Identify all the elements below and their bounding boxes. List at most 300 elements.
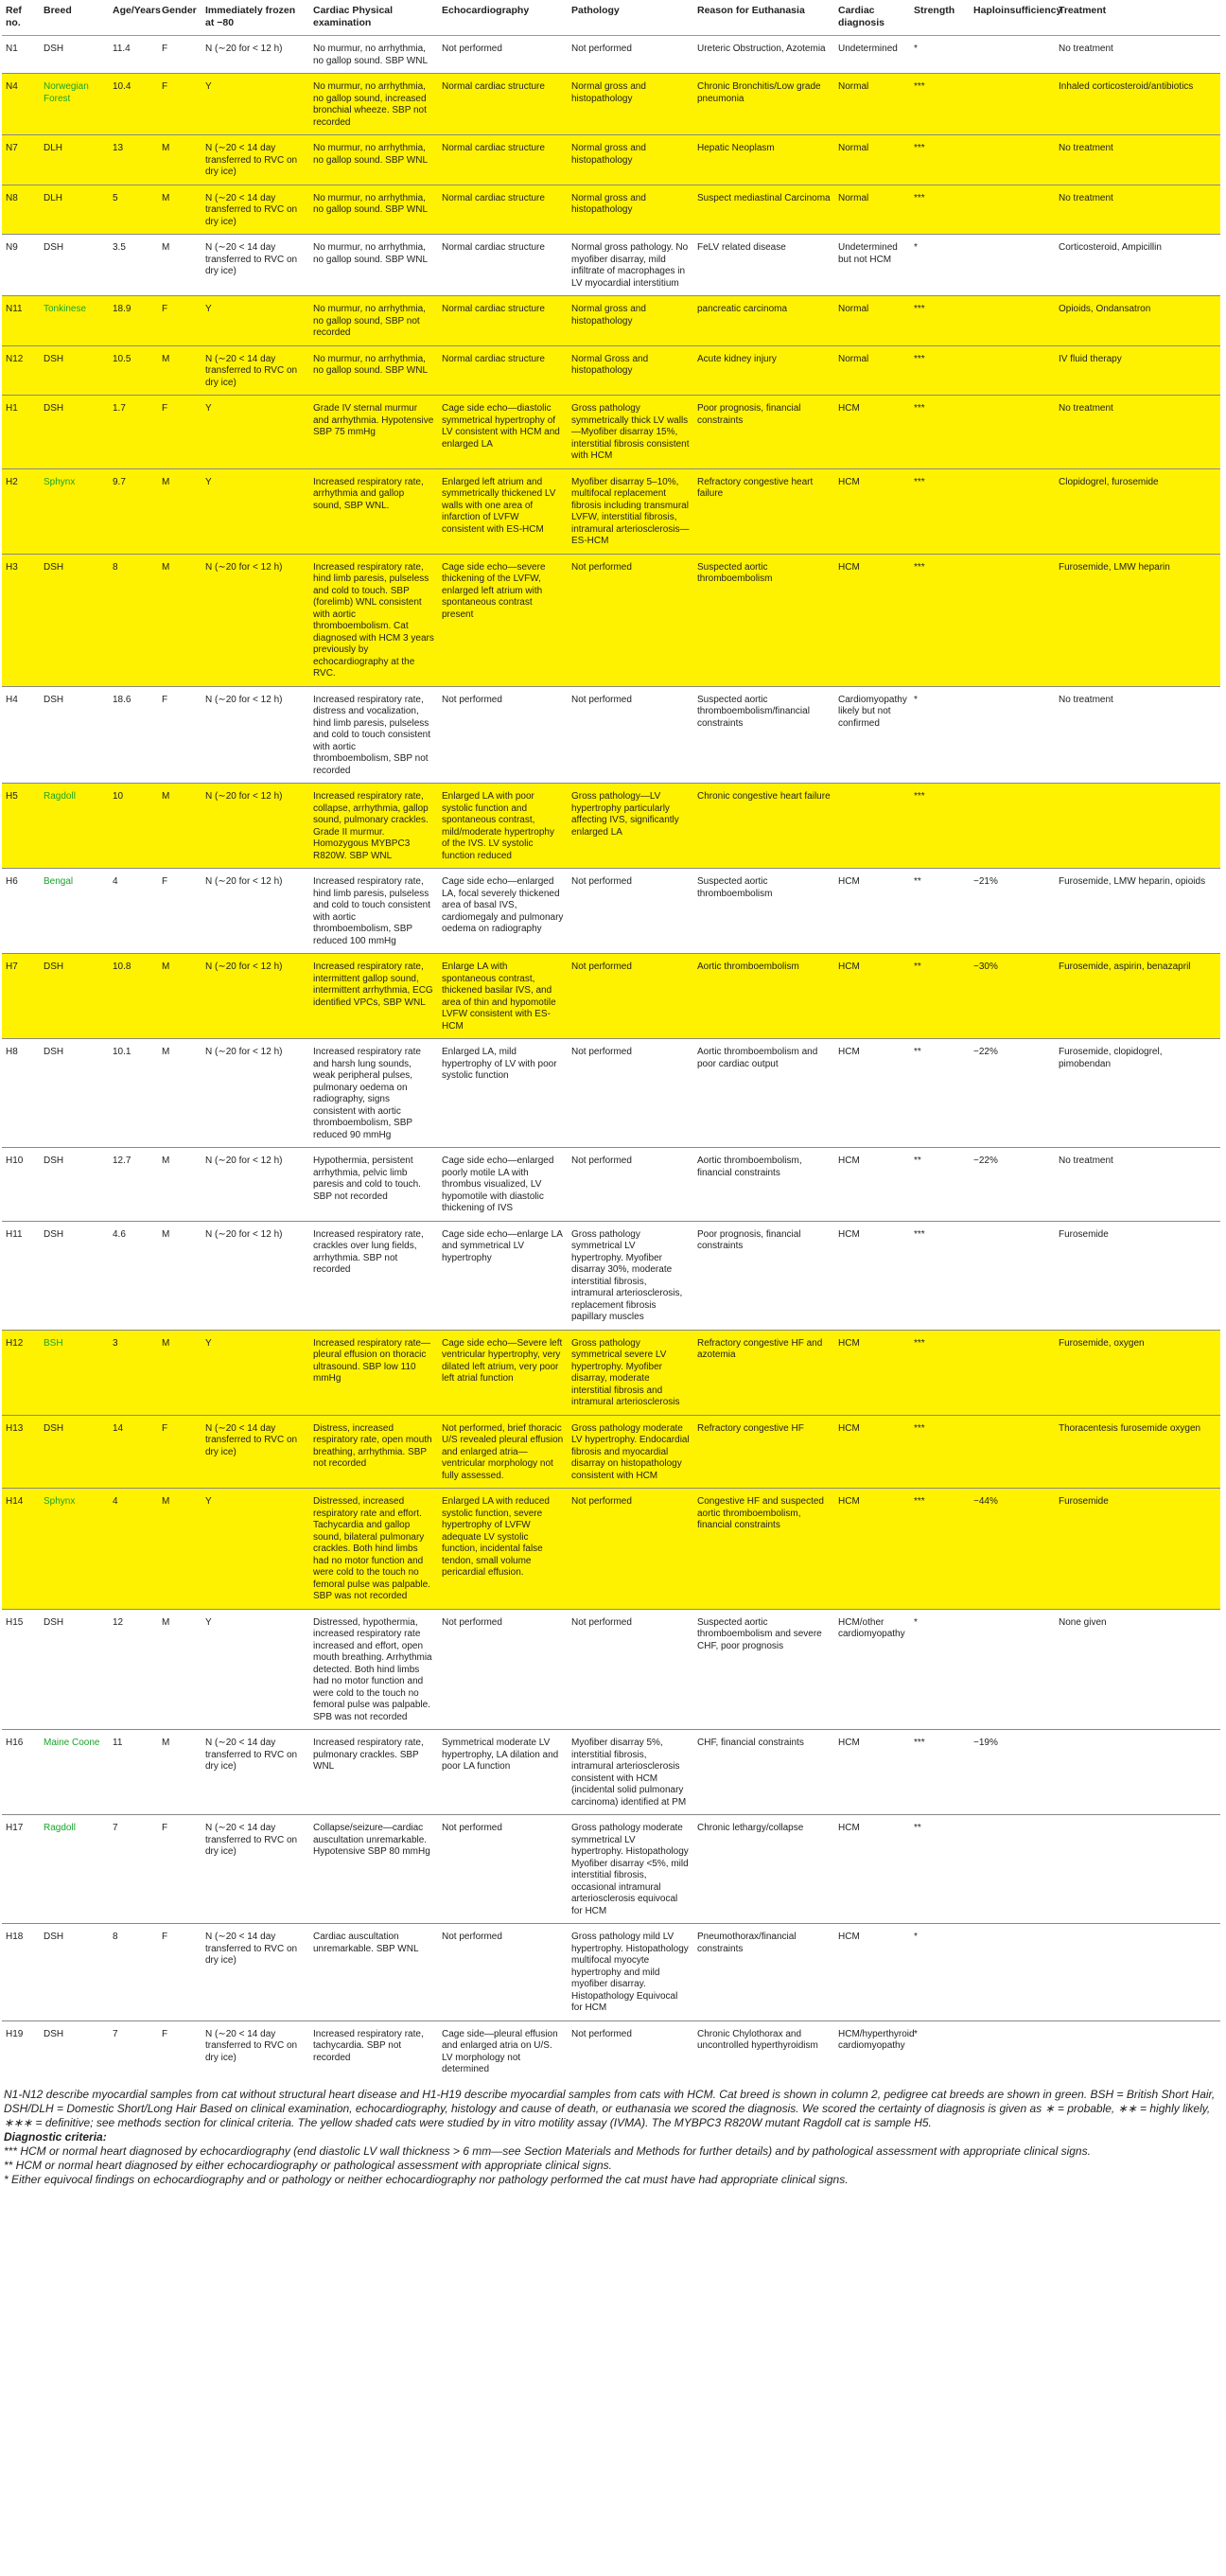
cell-frozen: N (∼20 < 14 day transferred to RVC on dry ice): [201, 1924, 309, 2021]
cell-exam: Grade IV sternal murmur and arrhythmia. Hypotensive SBP 75 mmHg: [309, 396, 438, 469]
table-row: [2, 2020, 1220, 2082]
cell-ref: H7: [2, 954, 40, 1039]
cell-strength: **: [910, 1148, 970, 1222]
cell-reason: Aortic thromboembolism, financial constraints: [693, 1148, 834, 1222]
cell-breed: DSH: [40, 1609, 109, 1730]
cell-diagnosis: HCM: [834, 1330, 910, 1415]
cell-strength: ***: [910, 185, 970, 235]
table-row: [2, 396, 1220, 469]
table-row: [2, 36, 1220, 74]
cell-breed: Sphynx: [40, 1489, 109, 1610]
cell-haplo: [970, 784, 1055, 869]
cell-reason: Chronic Bronchitis/Low grade pneumonia: [693, 74, 834, 135]
cell-reason: FeLV related disease: [693, 235, 834, 296]
cell-exam: Increased respiratory rate, distress and vocalization, hind limb paresis, pulseless and cold to touch consistent with aortic thromboembolism, SBP not recorded: [309, 686, 438, 784]
cell-diagnosis: HCM/hyperthyroid cardiomyopathy: [834, 2020, 910, 2082]
cell-strength: ***: [910, 1489, 970, 1610]
cell-echo: Not performed: [438, 686, 568, 784]
cell-strength: ***: [910, 296, 970, 346]
cell-diagnosis: [834, 784, 910, 869]
cell-pathology: Not performed: [568, 1609, 693, 1730]
cell-exam: Increased respiratory rate, arrhythmia and gallop sound, SBP WNL.: [309, 468, 438, 554]
cell-gender: M: [158, 1148, 201, 1222]
cell-age: 14: [109, 1415, 158, 1489]
cell-treatment: Opioids, Ondansatron: [1055, 296, 1220, 346]
cell-reason: Pneumothorax/financial constraints: [693, 1924, 834, 2021]
cell-haplo: [970, 468, 1055, 554]
cell-exam: Increased respiratory rate and harsh lung sounds, weak peripheral pulses, pulmonary oedema on radiography, signs consistent with aortic thromboembolism, SBP reduced 90 mmHg: [309, 1039, 438, 1148]
cell-breed: Sphynx: [40, 468, 109, 554]
cell-diagnosis: Normal: [834, 135, 910, 185]
cell-breed: DSH: [40, 686, 109, 784]
footnote-intro: N1-N12 describe myocardial samples from cat without structural heart disease and H1-H19 describe myocardial samples from cats with HCM. Cat breed is shown in column 2, pedigree cat breeds are shown in green. BSH = British Short Hair, DSH/DLH = Domestic Short/Long Hair Based on clinical examination, echocardiography, histology and cause of death, or euthanasia we scored the diagnosis. We scored the certainty of diagnosis is given as ∗ = probable, ∗∗ = highly likely, ∗∗∗ = definitive; see methods section for clinical criteria. The yellow shaded cats were studied by in vitro motility assay (IVMA). The MYBPC3 R820W mutant Ragdoll cat is sample H5.: [4, 2087, 1216, 2129]
cell-pathology: Gross pathology symmetrically thick LV walls—Myofiber disarray 15%, interstitial fibrosis consistent with HCM: [568, 396, 693, 469]
cell-treatment: Furosemide: [1055, 1221, 1220, 1330]
cell-haplo: [970, 554, 1055, 686]
cell-echo: Cage side—pleural effusion and enlarged atria on U/S. LV morphology not determined: [438, 2020, 568, 2082]
cell-pathology: Gross pathology symmetrical LV hypertrophy. Myofiber disarray 30%, moderate interstitial fibrosis, intramural arteriosclerosis, replacement fibrosis papillary muscles: [568, 1221, 693, 1330]
cell-treatment: Furosemide, LMW heparin: [1055, 554, 1220, 686]
cell-strength: *: [910, 2020, 970, 2082]
cell-strength: **: [910, 954, 970, 1039]
header-diagnosis: Cardiac diagnosis: [834, 0, 910, 36]
table-row: [2, 468, 1220, 554]
cell-echo: Enlarge LA with spontaneous contrast, thickened basilar IVS, and area of thin and hypomotile LVFW consistent with ES-HCM: [438, 954, 568, 1039]
cell-reason: Poor prognosis, financial constraints: [693, 1221, 834, 1330]
cell-frozen: N (∼20 for < 12 h): [201, 784, 309, 869]
cell-breed: Tonkinese: [40, 296, 109, 346]
table-row: [2, 1815, 1220, 1924]
cell-pathology: Not performed: [568, 1489, 693, 1610]
cell-exam: No murmur, no arrhythmia, no gallop sound. SBP WNL: [309, 345, 438, 396]
cell-treatment: No treatment: [1055, 185, 1220, 235]
header-haplo: Haploinsufficiency: [970, 0, 1055, 36]
cell-ref: H16: [2, 1730, 40, 1815]
cell-frozen: Y: [201, 1330, 309, 1415]
cell-exam: Increased respiratory rate, collapse, arrhythmia, gallop sound, pulmonary crackles. Grade II murmur. Homozygous MYBPC3 R820W. SBP WNL: [309, 784, 438, 869]
cell-age: 10.1: [109, 1039, 158, 1148]
cell-exam: Hypothermia, persistent arrhythmia, pelvic limb paresis and cold to touch. SBP not recorded: [309, 1148, 438, 1222]
cell-age: 10.5: [109, 345, 158, 396]
table-row: [2, 554, 1220, 686]
criteria-probable: * Either equivocal findings on echocardiography and or pathology or neither echocardiography nor pathology performed the cat must have had appropriate clinical signs.: [4, 2172, 849, 2186]
cell-haplo: [970, 1221, 1055, 1330]
cell-exam: Distress, increased respiratory rate, open mouth breathing, arrhythmia. SBP not recorded: [309, 1415, 438, 1489]
cell-breed: DSH: [40, 36, 109, 74]
cell-age: 4: [109, 869, 158, 954]
cell-echo: Not performed, brief thoracic U/S revealed pleural effusion and enlarged atria—ventricular morphology not fully assessed.: [438, 1415, 568, 1489]
table-row: [2, 345, 1220, 396]
cell-gender: M: [158, 1609, 201, 1730]
header-row: [2, 0, 1220, 36]
cell-age: 3.5: [109, 235, 158, 296]
cell-reason: Refractory congestive HF and azotemia: [693, 1330, 834, 1415]
cell-age: 5: [109, 185, 158, 235]
cell-echo: Enlarged left atrium and symmetrically thickened LV walls with one area of infarction of LVFW consistent with ES-HCM: [438, 468, 568, 554]
cell-treatment: No treatment: [1055, 36, 1220, 74]
table-row: [2, 1924, 1220, 2021]
cell-age: 11.4: [109, 36, 158, 74]
cell-ref: N11: [2, 296, 40, 346]
cell-treatment: [1055, 1815, 1220, 1924]
cell-diagnosis: Undetermined but not HCM: [834, 235, 910, 296]
cell-frozen: N (∼20 < 14 day transferred to RVC on dry ice): [201, 1815, 309, 1924]
cell-strength: ***: [910, 554, 970, 686]
cell-age: 1.7: [109, 396, 158, 469]
table-row: [2, 1489, 1220, 1610]
cell-echo: Cage side echo—enlarged poorly motile LA with thrombus visualized, LV hypomotile with diastolic thickening of IVS: [438, 1148, 568, 1222]
cell-ref: H19: [2, 2020, 40, 2082]
cell-ref: N8: [2, 185, 40, 235]
cell-gender: F: [158, 74, 201, 135]
cell-ref: N9: [2, 235, 40, 296]
cell-haplo: [970, 396, 1055, 469]
cell-echo: Enlarged LA, mild hypertrophy of LV with poor systolic function: [438, 1039, 568, 1148]
cell-haplo: [970, 2020, 1055, 2082]
table-row: [2, 1609, 1220, 1730]
cell-strength: ***: [910, 1415, 970, 1489]
cell-exam: Increased respiratory rate, hind limb paresis, pulseless and cold to touch. SBP (forelimb) WNL consistent with aortic thromboembolism. Cat diagnosed with HCM 3 years previously by echocardiography at the RVC.: [309, 554, 438, 686]
cell-age: 18.6: [109, 686, 158, 784]
cell-strength: *: [910, 1924, 970, 2021]
cell-gender: M: [158, 784, 201, 869]
cell-pathology: Normal gross pathology. No myofiber disarray, mild infiltrate of macrophages in LV myocardial interstitium: [568, 235, 693, 296]
cell-reason: Poor prognosis, financial constraints: [693, 396, 834, 469]
cell-ref: H8: [2, 1039, 40, 1148]
cell-diagnosis: HCM: [834, 1148, 910, 1222]
cell-diagnosis: Normal: [834, 74, 910, 135]
cell-frozen: N (∼20 < 14 day transferred to RVC on dry ice): [201, 235, 309, 296]
cell-diagnosis: Normal: [834, 345, 910, 396]
cell-gender: M: [158, 468, 201, 554]
cell-breed: Norwegian Forest: [40, 74, 109, 135]
cell-strength: ***: [910, 345, 970, 396]
cell-gender: M: [158, 554, 201, 686]
cell-haplo: −21%: [970, 869, 1055, 954]
cell-breed: Ragdoll: [40, 1815, 109, 1924]
cell-haplo: [970, 296, 1055, 346]
cell-reason: Ureteric Obstruction, Azotemia: [693, 36, 834, 74]
cell-exam: Distressed, increased respiratory rate and effort. Tachycardia and gallop sound, bilateral pulmonary crackles. Both hind limbs had no motor function and were cold to the touch no femoral pulse was palpable. SBP was not recorded: [309, 1489, 438, 1610]
cell-treatment: [1055, 2020, 1220, 2082]
cell-gender: M: [158, 1221, 201, 1330]
cell-gender: F: [158, 396, 201, 469]
cell-treatment: [1055, 1730, 1220, 1815]
cell-frozen: N (∼20 < 14 day transferred to RVC on dry ice): [201, 185, 309, 235]
cell-echo: Cage side echo—severe thickening of the LVFW, enlarged left atrium with spontaneous contrast present: [438, 554, 568, 686]
cell-reason: Aortic thromboembolism and poor cardiac output: [693, 1039, 834, 1148]
criteria-highly-likely: ** HCM or normal heart diagnosed by either echocardiography or pathological assessment with appropriate clinical signs.: [4, 2158, 613, 2172]
cell-diagnosis: HCM: [834, 554, 910, 686]
cell-treatment: None given: [1055, 1609, 1220, 1730]
cell-treatment: Thoracentesis furosemide oxygen: [1055, 1415, 1220, 1489]
header-age: Age/Years: [109, 0, 158, 36]
cell-reason: Suspected aortic thromboembolism: [693, 554, 834, 686]
cell-frozen: N (∼20 for < 12 h): [201, 954, 309, 1039]
cell-haplo: [970, 185, 1055, 235]
cell-frozen: N (∼20 < 14 day transferred to RVC on dry ice): [201, 1730, 309, 1815]
cell-reason: Suspected aortic thromboembolism: [693, 869, 834, 954]
cell-diagnosis: HCM: [834, 468, 910, 554]
criteria-title: Diagnostic criteria:: [4, 2129, 107, 2144]
cell-pathology: Gross pathology—LV hypertrophy particularly affecting IVS, significantly enlarged LA: [568, 784, 693, 869]
criteria-definitive: *** HCM or normal heart diagnosed by echocardiography (end diastolic LV wall thickness > 6 mm—see Section Materials and Methods for further details) and by pathological assessment with appropriate clinical signs.: [4, 2144, 1091, 2158]
cell-diagnosis: HCM: [834, 1039, 910, 1148]
cell-reason: Hepatic Neoplasm: [693, 135, 834, 185]
cell-gender: M: [158, 1039, 201, 1148]
cell-diagnosis: HCM: [834, 954, 910, 1039]
cell-frozen: N (∼20 for < 12 h): [201, 686, 309, 784]
cell-pathology: Gross pathology moderate symmetrical LV hypertrophy. Histopathology Myofiber disarray <5%, mild interstitial fibrosis, occasional intramural arteriosclerosis equivocal for HCM: [568, 1815, 693, 1924]
cell-haplo: −22%: [970, 1039, 1055, 1148]
cell-frozen: N (∼20 < 14 day transferred to RVC on dry ice): [201, 2020, 309, 2082]
cell-echo: Enlarged LA with poor systolic function and spontaneous contrast, mild/moderate hypertrophy of the IVS. LV systolic function reduced: [438, 784, 568, 869]
cell-age: 9.7: [109, 468, 158, 554]
cell-pathology: Not performed: [568, 36, 693, 74]
cell-breed: DLH: [40, 185, 109, 235]
cell-ref: H13: [2, 1415, 40, 1489]
cell-frozen: Y: [201, 1489, 309, 1610]
cell-haplo: [970, 1415, 1055, 1489]
cell-treatment: [1055, 1924, 1220, 2021]
cell-strength: *: [910, 235, 970, 296]
cell-age: 10: [109, 784, 158, 869]
cell-frozen: Y: [201, 396, 309, 469]
cell-diagnosis: Normal: [834, 185, 910, 235]
cell-exam: No murmur, no arrhythmia, no gallop sound. SBP WNL: [309, 36, 438, 74]
cell-breed: Ragdoll: [40, 784, 109, 869]
cell-strength: ***: [910, 1221, 970, 1330]
cell-diagnosis: HCM/other cardiomyopathy: [834, 1609, 910, 1730]
cell-frozen: N (∼20 for < 12 h): [201, 869, 309, 954]
cell-gender: M: [158, 135, 201, 185]
cell-diagnosis: HCM: [834, 869, 910, 954]
cell-echo: Not performed: [438, 36, 568, 74]
cell-exam: No murmur, no arrhythmia, no gallop sound, increased bronchial wheeze. SBP not recorded: [309, 74, 438, 135]
cell-ref: H14: [2, 1489, 40, 1610]
cell-reason: Chronic congestive heart failure: [693, 784, 834, 869]
cell-ref: H12: [2, 1330, 40, 1415]
cell-reason: pancreatic carcinoma: [693, 296, 834, 346]
cell-haplo: [970, 1330, 1055, 1415]
cell-pathology: Gross pathology symmetrical severe LV hypertrophy. Myofiber disarray, moderate interstitial fibrosis and intramural arteriosclerosis: [568, 1330, 693, 1415]
cell-age: 8: [109, 554, 158, 686]
cell-ref: N1: [2, 36, 40, 74]
cell-echo: Cage side echo—Severe left ventricular hypertrophy, very dilated left atrium, very poor left atrial function: [438, 1330, 568, 1415]
cell-echo: Cage side echo—diastolic symmetrical hypertrophy of LV consistent with HCM and enlarged LA: [438, 396, 568, 469]
cell-breed: DLH: [40, 135, 109, 185]
cell-frozen: N (∼20 for < 12 h): [201, 1221, 309, 1330]
cell-gender: M: [158, 1730, 201, 1815]
cell-strength: ***: [910, 1330, 970, 1415]
cell-ref: H5: [2, 784, 40, 869]
cell-exam: Increased respiratory rate—pleural effusion on thoracic ultrasound. SBP low 110 mmHg: [309, 1330, 438, 1415]
cell-pathology: Gross pathology mild LV hypertrophy. Histopathology multifocal myocyte hypertrophy and mild myofiber disarray. Histopathology Equivocal for HCM: [568, 1924, 693, 2021]
cell-diagnosis: HCM: [834, 1221, 910, 1330]
header-reason: Reason for Euthanasia: [693, 0, 834, 36]
cell-strength: ***: [910, 1730, 970, 1815]
cell-echo: Symmetrical moderate LV hypertrophy, LA dilation and poor LA function: [438, 1730, 568, 1815]
cell-treatment: Furosemide, clopidogrel, pimobendan: [1055, 1039, 1220, 1148]
cell-pathology: Not performed: [568, 554, 693, 686]
cell-haplo: [970, 345, 1055, 396]
cell-breed: Maine Coone: [40, 1730, 109, 1815]
cell-pathology: Normal Gross and histopathology: [568, 345, 693, 396]
table-row: [2, 1330, 1220, 1415]
cell-age: 3: [109, 1330, 158, 1415]
table-footnote: [4, 2088, 1218, 2187]
table-row: [2, 1730, 1220, 1815]
cell-strength: ***: [910, 468, 970, 554]
cell-echo: Cage side echo—enlarged LA, focal severely thickened area of basal IVS, cardiomegaly and pulmonary oedema on radiography: [438, 869, 568, 954]
cell-strength: **: [910, 1815, 970, 1924]
cell-ref: N7: [2, 135, 40, 185]
cell-ref: H17: [2, 1815, 40, 1924]
table-row: [2, 135, 1220, 185]
cell-ref: H11: [2, 1221, 40, 1330]
cell-age: 12: [109, 1609, 158, 1730]
cell-ref: N4: [2, 74, 40, 135]
cell-ref: H15: [2, 1609, 40, 1730]
cell-breed: BSH: [40, 1330, 109, 1415]
header-exam: Cardiac Physical examination: [309, 0, 438, 36]
cell-gender: F: [158, 296, 201, 346]
cell-pathology: Not performed: [568, 869, 693, 954]
cell-exam: Distressed, hypothermia, increased respiratory rate increased and effort, open mouth breathing. Arrhythmia detected. Both hind limbs had no motor function and were cold to the touch no femoral pulse was palpable. SPB was not recorded: [309, 1609, 438, 1730]
cell-strength: *: [910, 36, 970, 74]
cell-echo: Normal cardiac structure: [438, 135, 568, 185]
cell-diagnosis: Cardiomyopathy likely but not confirmed: [834, 686, 910, 784]
cell-exam: Collapse/seizure—cardiac auscultation unremarkable. Hypotensive SBP 80 mmHg: [309, 1815, 438, 1924]
cell-pathology: Gross pathology moderate LV hypertrophy. Endocardial fibrosis and myocardial disarray on histopathology consistent with HCM: [568, 1415, 693, 1489]
table-row: [2, 954, 1220, 1039]
cell-gender: F: [158, 686, 201, 784]
cell-exam: Increased respiratory rate, tachycardia. SBP not recorded: [309, 2020, 438, 2082]
cell-diagnosis: HCM: [834, 1924, 910, 2021]
cell-gender: M: [158, 1489, 201, 1610]
cell-exam: No murmur, no arrhythmia, no gallop sound. SBP WNL: [309, 135, 438, 185]
cell-strength: *: [910, 686, 970, 784]
cell-pathology: Not performed: [568, 954, 693, 1039]
cell-frozen: Y: [201, 74, 309, 135]
cell-strength: *: [910, 1609, 970, 1730]
header-gender: Gender: [158, 0, 201, 36]
cell-frozen: Y: [201, 468, 309, 554]
cell-frozen: N (∼20 < 14 day transferred to RVC on dry ice): [201, 135, 309, 185]
cell-frozen: N (∼20 for < 12 h): [201, 554, 309, 686]
header-echo: Echocardiography: [438, 0, 568, 36]
cell-haplo: [970, 74, 1055, 135]
cell-breed: DSH: [40, 235, 109, 296]
cell-strength: ***: [910, 135, 970, 185]
cell-pathology: Normal gross and histopathology: [568, 135, 693, 185]
cell-gender: F: [158, 2020, 201, 2082]
table-row: [2, 1415, 1220, 1489]
cell-pathology: Not performed: [568, 1039, 693, 1148]
cell-reason: Aortic thromboembolism: [693, 954, 834, 1039]
cell-exam: Increased respiratory rate, hind limb paresis, pulseless and cold to touch consistent with aortic thromboembolism, SBP reduced 100 mmHg: [309, 869, 438, 954]
cell-breed: DSH: [40, 1148, 109, 1222]
cell-frozen: N (∼20 for < 12 h): [201, 36, 309, 74]
cell-breed: DSH: [40, 954, 109, 1039]
cell-breed: DSH: [40, 1221, 109, 1330]
cell-pathology: Not performed: [568, 686, 693, 784]
cell-haplo: −22%: [970, 1148, 1055, 1222]
cell-ref: N12: [2, 345, 40, 396]
cell-diagnosis: HCM: [834, 396, 910, 469]
cell-treatment: [1055, 784, 1220, 869]
cell-haplo: [970, 36, 1055, 74]
cell-ref: H2: [2, 468, 40, 554]
header-breed: Breed: [40, 0, 109, 36]
cell-gender: F: [158, 1924, 201, 2021]
cell-haplo: [970, 686, 1055, 784]
cell-strength: ***: [910, 396, 970, 469]
header-strength: Strength: [910, 0, 970, 36]
cell-reason: Suspected aortic thromboembolism and severe CHF, poor prognosis: [693, 1609, 834, 1730]
cell-diagnosis: HCM: [834, 1489, 910, 1610]
cell-breed: DSH: [40, 554, 109, 686]
cell-breed: DSH: [40, 1415, 109, 1489]
cell-exam: Increased respiratory rate, intermittent gallop sound, intermittent arrhythmia, ECG identified VPCs, SBP WNL: [309, 954, 438, 1039]
cell-haplo: [970, 1609, 1055, 1730]
cell-breed: DSH: [40, 396, 109, 469]
cell-treatment: No treatment: [1055, 396, 1220, 469]
cell-gender: F: [158, 869, 201, 954]
cell-age: 4.6: [109, 1221, 158, 1330]
cell-gender: M: [158, 235, 201, 296]
cell-ref: H3: [2, 554, 40, 686]
cell-exam: Cardiac auscultation unremarkable. SBP WNL: [309, 1924, 438, 2021]
cell-pathology: Myofiber disarray 5–10%, multifocal replacement fibrosis including transmural LVFW, interstitial fibrosis, intramural arteriosclerosis—ES-HCM: [568, 468, 693, 554]
cell-diagnosis: HCM: [834, 1815, 910, 1924]
cell-frozen: Y: [201, 1609, 309, 1730]
cell-age: 7: [109, 2020, 158, 2082]
cell-pathology: Not performed: [568, 2020, 693, 2082]
cell-echo: Normal cardiac structure: [438, 74, 568, 135]
cell-exam: No murmur, no arrhythmia, no gallop sound. SBP WNL: [309, 185, 438, 235]
cell-haplo: [970, 1815, 1055, 1924]
cell-reason: Congestive HF and suspected aortic thromboembolism, financial constraints: [693, 1489, 834, 1610]
table-row: [2, 1148, 1220, 1222]
header-frozen: Immediately frozen at −80: [201, 0, 309, 36]
cell-echo: Cage side echo—enlarge LA and symmetrical LV hypertrophy: [438, 1221, 568, 1330]
cell-gender: M: [158, 1330, 201, 1415]
cell-strength: ***: [910, 74, 970, 135]
cell-exam: Increased respiratory rate, pulmonary crackles. SBP WNL: [309, 1730, 438, 1815]
cell-treatment: No treatment: [1055, 1148, 1220, 1222]
cell-treatment: Furosemide, LMW heparin, opioids: [1055, 869, 1220, 954]
cell-frozen: N (∼20 < 14 day transferred to RVC on dry ice): [201, 1415, 309, 1489]
cell-echo: Normal cardiac structure: [438, 296, 568, 346]
cell-pathology: Normal gross and histopathology: [568, 296, 693, 346]
cell-reason: Refractory congestive heart failure: [693, 468, 834, 554]
cell-pathology: Myofiber disarray 5%, interstitial fibrosis, intramural arteriosclerosis consistent with HCM (incidental solid pulmonary carcinoma) identified at PM: [568, 1730, 693, 1815]
table-row: [2, 235, 1220, 296]
table-row: [2, 74, 1220, 135]
cell-age: 11: [109, 1730, 158, 1815]
cell-exam: No murmur, no arrhythmia, no gallop sound. SBP WNL: [309, 235, 438, 296]
cell-haplo: [970, 1924, 1055, 2021]
table-row: [2, 1039, 1220, 1148]
cell-reason: Chronic Chylothorax and uncontrolled hyperthyroidism: [693, 2020, 834, 2082]
cell-frozen: N (∼20 for < 12 h): [201, 1039, 309, 1148]
cell-gender: F: [158, 1415, 201, 1489]
header-treatment: Treatment: [1055, 0, 1220, 36]
cell-echo: Not performed: [438, 1815, 568, 1924]
table-row: [2, 869, 1220, 954]
cell-ref: H6: [2, 869, 40, 954]
